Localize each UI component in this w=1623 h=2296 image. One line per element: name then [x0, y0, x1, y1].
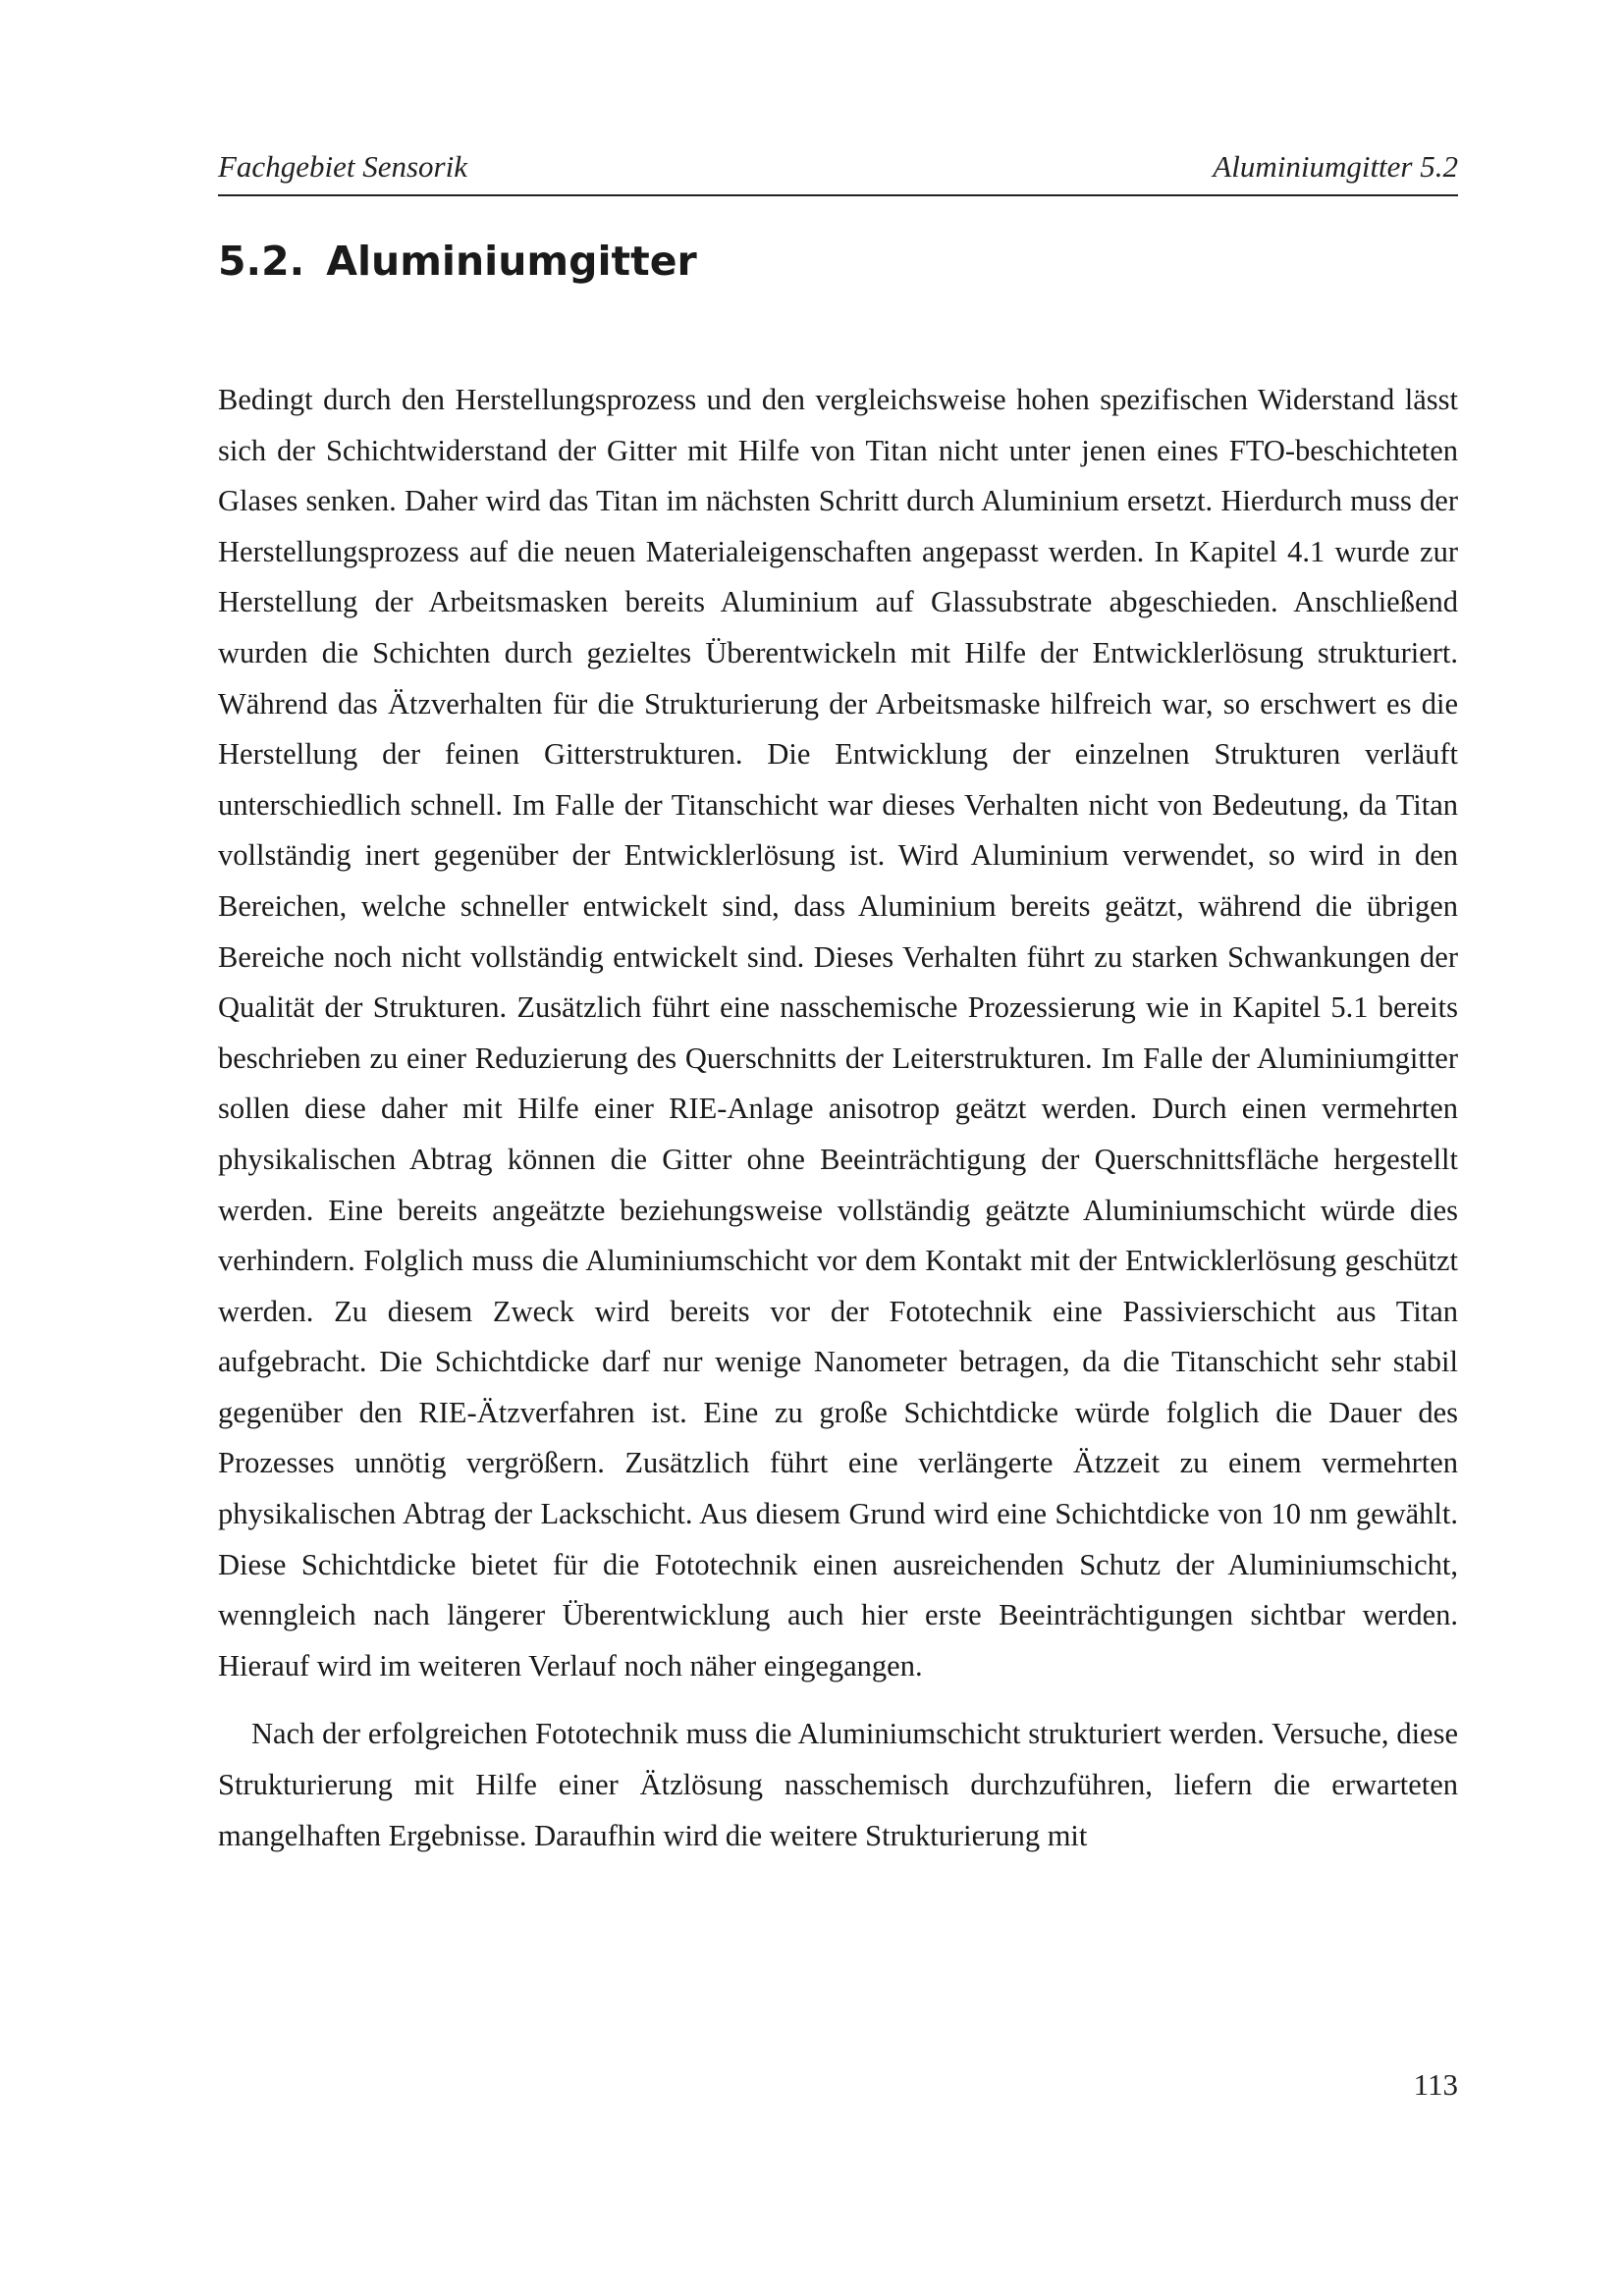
- paragraph-2: Nach der erfolgreichen Fototechnik muss die Aluminiumschicht strukturiert werden. Versuche, diese Strukturierung mit Hilfe einer Ätzlösung nasschemisch durchzuführen, liefern die erwarteten mangelhaften Ergebnisse. Daraufhin wird die weitere Strukturierung mit: [218, 1717, 1458, 1852]
- section-heading: [218, 238, 697, 285]
- section-title: Aluminiumgitter: [326, 238, 697, 285]
- header-chapter-label: Fachgebiet Sensorik: [218, 149, 467, 184]
- section-number: 5.2.: [218, 238, 305, 285]
- body-text: [218, 375, 1458, 1861]
- page-number: 113: [1413, 2067, 1458, 2102]
- running-header: [218, 149, 1458, 196]
- paragraph-1: Bedingt durch den Herstellungsprozess und den vergleichsweise hohen spezifischen Widerstand lässt sich der Schichtwiderstand der Gitter mit Hilfe von Titan nicht unter jenen eines FTO-beschichteten Glases senken. Daher wird das Titan im nächsten Schritt durch Aluminium ersetzt. Hierdurch muss der Herstellungsprozess auf die neuen Materialeigenschaften angepasst werden. In Kapitel 4.1 wurde zur Herstellung der Arbeitsmasken bereits Aluminium auf Glassubstrate abgeschieden. Anschließend wurden die Schichten durch gezieltes Überentwickeln mit Hilfe der Entwicklerlösung strukturiert. Während das Ätzverhalten für die Strukturierung der Arbeitsmaske hilfreich war, so erschwert es die Herstellung der feinen Gitterstrukturen. Die Entwicklung der einzelnen Strukturen verläuft unterschiedlich schnell. Im Falle der Titanschicht war dieses Verhalten nicht von Bedeutung, da Titan vollständig inert gegenüber der Entwicklerlösung ist. Wird Aluminium verwendet, so wird in den Bereichen, welche schneller entwickelt sind, dass Aluminium bereits geätzt, während die übrigen Bereiche noch nicht vollständig entwickelt sind. Dieses Verhalten führt zu starken Schwankungen der Qualität der Strukturen. Zusätzlich führt eine nasschemische Prozessierung wie in Kapitel 5.1 bereits beschrieben zu einer Reduzierung des Querschnitts der Leiterstrukturen. Im Falle der Aluminiumgitter sollen diese daher mit Hilfe einer RIE-Anlage anisotrop geätzt werden. Durch einen vermehrten physikalischen Abtrag können die Gitter ohne Beeinträchtigung der Querschnittsfläche hergestellt werden. Eine bereits angeätzte beziehungsweise vollständig geätzte Aluminiumschicht würde dies verhindern. Folglich muss die Aluminiumschicht vor dem Kontakt mit der Entwicklerlösung geschützt werden. Zu diesem Zweck wird bereits vor der Fototechnik eine Passivierschicht aus Titan aufgebracht. Die Schichtdicke darf nur wenige Nanometer betragen, da die Titanschicht sehr stabil gegenüber den RIE-Ätzverfahren ist. Eine zu große Schichtdicke würde folglich die Dauer des Prozesses unnötig vergrößern. Zusätzlich führt eine verlängerte Ätzzeit zu einem vermehrten physikalischen Abtrag der Lackschicht. Aus diesem Grund wird eine Schichtdicke von 10 nm gewählt. Diese Schichtdicke bietet für die Fototechnik einen ausreichenden Schutz der Aluminiumschicht, wenngleich nach längerer Überentwicklung auch hier erste Beeinträchtigungen sichtbar werden. Hierauf wird im weiteren Verlauf noch näher eingegangen.: [218, 383, 1458, 1682]
- header-section-label: Aluminiumgitter 5.2: [1213, 149, 1458, 184]
